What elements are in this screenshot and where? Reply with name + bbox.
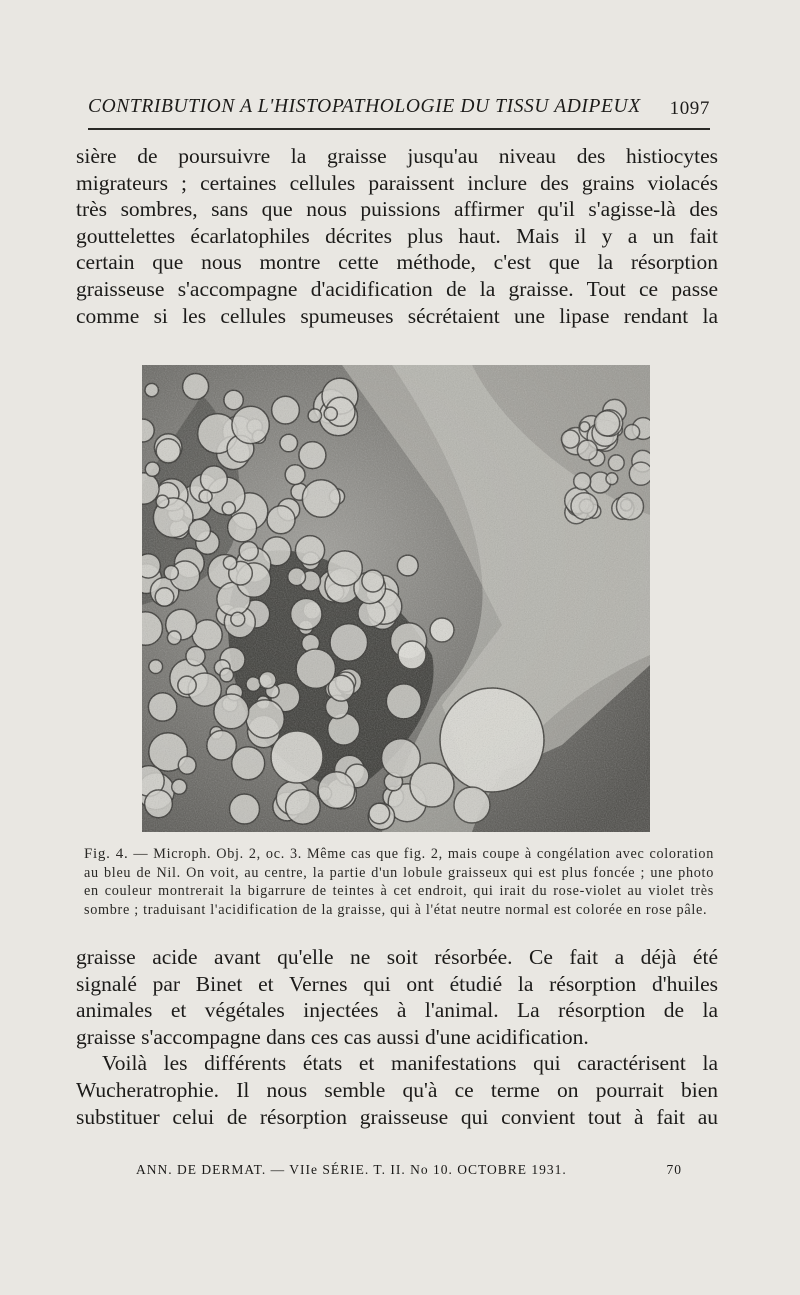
text-line: comme si les cellules spumeuses sécrétaient une lipase rendant la bbox=[76, 303, 718, 328]
text-line: migrateurs ; certaines cellules paraissent inclure des grains violacés bbox=[76, 170, 718, 195]
text-line: très sombres, sans que nous puissions affirmer qu'il s'agisse-là des bbox=[76, 197, 718, 222]
text-line: substituer celui de résorption graisseuse qui convient tout à fait au bbox=[76, 1104, 718, 1129]
micrograph-figure bbox=[142, 365, 650, 832]
figure-label: Fig. 4. bbox=[84, 846, 129, 862]
journal-reference: ANN. DE DERMAT. — VIIe SÉRIE. T. II. No 10. OCTOBRE 1931. bbox=[136, 1162, 567, 1177]
text-line: certain que nous montre cette méthode, c'est que la résorption bbox=[76, 250, 718, 275]
sheet-number: 70 bbox=[666, 1162, 682, 1177]
page-number: 1097 bbox=[669, 98, 710, 119]
page-footer bbox=[136, 1162, 682, 1182]
micrograph-image bbox=[142, 365, 650, 832]
header-rule bbox=[88, 128, 710, 130]
caption-text: — Microph. Obj. 2, oc. 3. Même cas que fig. 2, mais coupe à congélation avec coloration au bleu de Nil. On voit, au centre, la partie d'un lobule graisseux qui est plus foncée ; une photo en couleur montrerait la bigarrure de teintes à cet endroit, qui irait du rose-violet au violet très sombre ; traduisant l'acidification de la graisse, qui à l'état neutre normal est colorée en rose pâle. bbox=[84, 846, 714, 918]
running-header bbox=[88, 92, 710, 122]
paragraph-bottom bbox=[76, 944, 718, 1130]
text-line: gouttelettes écarlatophiles décrites plus haut. Mais il y a un fait bbox=[76, 223, 718, 248]
text-line: graisse s'accompagne dans ces cas aussi d'une acidification. bbox=[76, 1024, 589, 1049]
paragraph-top bbox=[76, 143, 718, 329]
running-title: CONTRIBUTION A L'HISTOPATHOLOGIE DU TISSU ADIPEUX bbox=[88, 96, 641, 117]
text-line: graisseuse s'accompagne d'acidification de la graisse. Tout ce passe bbox=[76, 276, 718, 301]
text-line: sière de poursuivre la graisse jusqu'au niveau des histiocytes bbox=[76, 144, 718, 168]
text-line: animales et végétales injectées à l'animal. La résorption de la bbox=[76, 998, 718, 1023]
text-line: Voilà les différents états et manifestations qui caractérisent la bbox=[102, 1051, 718, 1076]
text-line: signalé par Binet et Vernes qui ont étudié la résorption d'huiles bbox=[76, 971, 718, 996]
text-line: Wucheratrophie. Il nous semble qu'à ce terme on pourrait bien bbox=[76, 1077, 718, 1102]
figure-caption bbox=[84, 845, 714, 919]
text-line: graisse acide avant qu'elle ne soit résorbée. Ce fait a déjà été bbox=[76, 945, 718, 969]
